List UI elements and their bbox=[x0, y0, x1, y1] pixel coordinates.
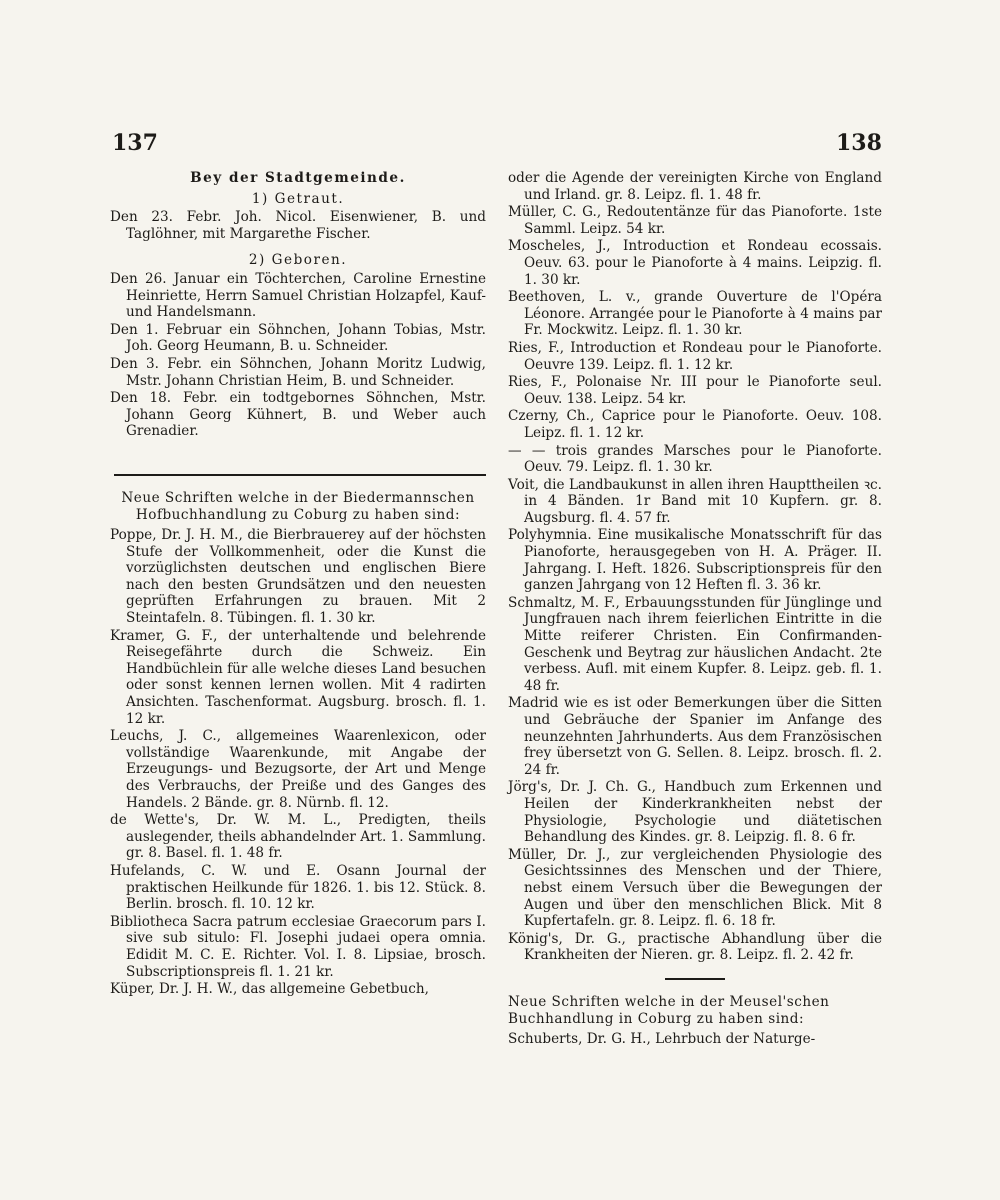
birth-entry: Den 26. Januar ein Töchterchen, Caroline Ernestine Heinriette, Herrn Samuel Christian Holzapfel, Kauf- und Handelsmann. bbox=[110, 270, 486, 321]
meusel-section-title: Neue Schriften welche in der Meusel'schen Buchhandlung in Coburg zu haben sind: bbox=[508, 993, 830, 1027]
marriages-subheading: 1) Getraut. bbox=[251, 190, 345, 207]
page-number-right: 138 bbox=[836, 130, 882, 156]
book-listing: König's, Dr. G., practische Abhandlung über die Krankheiten der Nieren. gr. 8. Leipz. fl. 2. 42 fr. bbox=[508, 930, 882, 964]
births-subheading: 2) Geboren. bbox=[248, 252, 348, 269]
birth-entry: Den 18. Febr. ein todtgebornes Söhnchen, Mstr. Johann Georg Kühnert, B. und Weber auch Grenadier. bbox=[110, 390, 486, 440]
parish-heading: Bey der Stadtgemeinde. bbox=[190, 170, 406, 186]
birth-entry: Den 3. Febr. ein Söhnchen, Johann Moritz Ludwig, Mstr. Johann Christian Heim, B. und Schneider. bbox=[110, 355, 486, 389]
book-listing: Madrid wie es ist oder Bemerkungen über die Sitten und Gebräuche der Spanier im Anfange des neunzehnten Jahrhunderts. Aus dem Französischen frey übersetzt von G. Sellen. 8. Leipz. brosch. fl. 2. 24 fr. bbox=[508, 695, 882, 778]
book-listing: Jörg's, Dr. J. Ch. G., Handbuch zum Erkennen und Heilen der Kinderkrankheiten nebst der Physiologie, Psychologie und diätetischen Behandlung des Kindes. gr. 8. Leipzig. fl. 8. 6 fr. bbox=[508, 779, 882, 846]
book-listing: — — trois grandes Marsches pour le Pianoforte. Oeuv. 79. Leipz. fl. 1. 30 kr. bbox=[508, 442, 882, 476]
book-listing: Voit, die Landbaukunst in allen ihren Haupttheilen ꝛc. in 4 Bänden. 1r Band mit 10 Kupfern. gr. 8. Augsburg. fl. 4. 57 fr. bbox=[508, 476, 882, 526]
book-listing: Kramer, G. F., der unterhaltende und belehrende Reisegefährte durch die Schweiz. Ein Handbüchlein für alle welche dieses Land besuchen oder sonst kennen lernen wollen. Mit 4 radirten Ansichten. Taschenformat. Augsburg. brosch. fl. 1. 12 kr. bbox=[110, 627, 486, 727]
book-listing: Küper, Dr. J. H. W., das allgemeine Gebetbuch, bbox=[110, 981, 429, 998]
book-listing: Müller, Dr. J., zur vergleichenden Physiologie des Gesichtssinnes des Menschen und der Thiere, nebst einem Versuch über die Bewegungen der Augen und über den menschlichen Blick. Mit 8 Kupfertafeln. gr. 8. Leipz. fl. 6. 18 fr. bbox=[508, 846, 882, 930]
book-listing: Müller, C. G., Redoutentänze für das Pianoforte. 1ste Samml. Leipz. 54 kr. bbox=[508, 204, 882, 237]
book-listing: Moscheles, J., Introduction et Rondeau ecossais. Oeuv. 63. pour le Pianoforte à 4 mains. Leipzig. fl. 1. 30 kr. bbox=[508, 238, 882, 288]
book-listing: Schuberts, Dr. G. H., Lehrbuch der Naturge- bbox=[508, 1031, 816, 1048]
book-listing: Bibliotheca Sacra patrum ecclesiae Graecorum pars I. sive sub situlo: Fl. Josephi judaei opera omnia. Edidit M. C. E. Richter. Vol. I. 8. Lipsiae, brosch. Subscriptionspreis fl. 1. 21 kr. bbox=[110, 913, 486, 980]
right-column bbox=[508, 170, 882, 1049]
book-listing: Polyhymnia. Eine musikalische Monatsschrift für das Pianoforte, herausgegeben von H. A. Präger. II. Jahrgang. I. Heft. 1826. Subscriptionspreis für den ganzen Jahrgang von 12 Heften fl. 3. 36 kr. bbox=[508, 527, 882, 594]
book-listing: Poppe, Dr. J. H. M., die Bierbrauerey auf der höchsten Stufe der Vollkommenheit, oder die Kunst die vorzüglichsten deutschen und englischen Biere nach den besten Grundsätzen und den neuesten geprüften Erfahrungen zu brauen. Mit 2 Steintafeln. 8. Tübingen. fl. 1. 30 kr. bbox=[110, 527, 486, 627]
book-listing: Ries, F., Polonaise Nr. III pour le Pianoforte seul. Oeuv. 138. Leipz. 54 kr. bbox=[508, 374, 882, 407]
page-number-left: 137 bbox=[112, 130, 158, 156]
book-listing: Czerny, Ch., Caprice pour le Pianoforte. Oeuv. 108. Leipz. fl. 1. 12 kr. bbox=[508, 408, 882, 441]
birth-entry: Den 1. Februar ein Söhnchen, Johann Tobias, Mstr. Joh. Georg Heumann, B. u. Schneider. bbox=[110, 321, 486, 355]
left-column bbox=[110, 170, 486, 999]
marriage-entry: Den 23. Febr. Joh. Nicol. Eisenwiener, B. und Taglöhner, mit Margarethe Fischer. bbox=[110, 209, 486, 242]
book-listing: Leuchs, J. C., allgemeines Waarenlexicon, oder vollständige Waarenkunde, mit Angabe der Erzeugungs- und Bezugsorte, der Art und Menge des Verbrauchs, der Preiße und des Ganges des Handels. 2 Bände. gr. 8. Nürnb. fl. 12. bbox=[110, 728, 486, 811]
biedermann-section-title: Neue Schriften welche in der Biedermannschen Hofbuchhandlung zu Coburg zu haben sind: bbox=[121, 489, 475, 523]
book-listing: Schmaltz, M. F., Erbauungsstunden für Jünglinge und Jungfrauen nach ihrem feierlichen Eintritte in die Mitte reiferer Christen. Ein Confirmanden-Geschenk und Beytrag zur häuslichen Andacht. 2te verbess. Aufl. mit einem Kupfer. 8. Leipz. geb. fl. 1. 48 fr. bbox=[508, 594, 882, 694]
book-listing: oder die Agende der vereinigten Kirche von England und Irland. gr. 8. Leipz. fl. 1. 48 fr. bbox=[508, 170, 882, 203]
book-listing: de Wette's, Dr. W. M. L., Predigten, theils auslegender, theils abhandelnder Art. 1. Sammlung. gr. 8. Basel. fl. 1. 48 fr. bbox=[110, 812, 487, 862]
section-divider bbox=[114, 474, 486, 476]
section-divider-short bbox=[665, 978, 725, 980]
book-listing: Beethoven, L. v., grande Ouverture de l'Opéra Léonore. Arrangée pour le Pianoforte à 4 mains par Fr. Mockwitz. Leipz. fl. 1. 30 kr. bbox=[508, 289, 882, 339]
book-listing: Hufelands, C. W. und E. Osann Journal der praktischen Heilkunde für 1826. 1. bis 12. Stück. 8. Berlin. brosch. fl. 10. 12 kr. bbox=[110, 862, 486, 913]
book-listing: Ries, F., Introduction et Rondeau pour le Pianoforte. Oeuvre 139. Leipz. fl. 1. 12 kr. bbox=[508, 339, 882, 373]
